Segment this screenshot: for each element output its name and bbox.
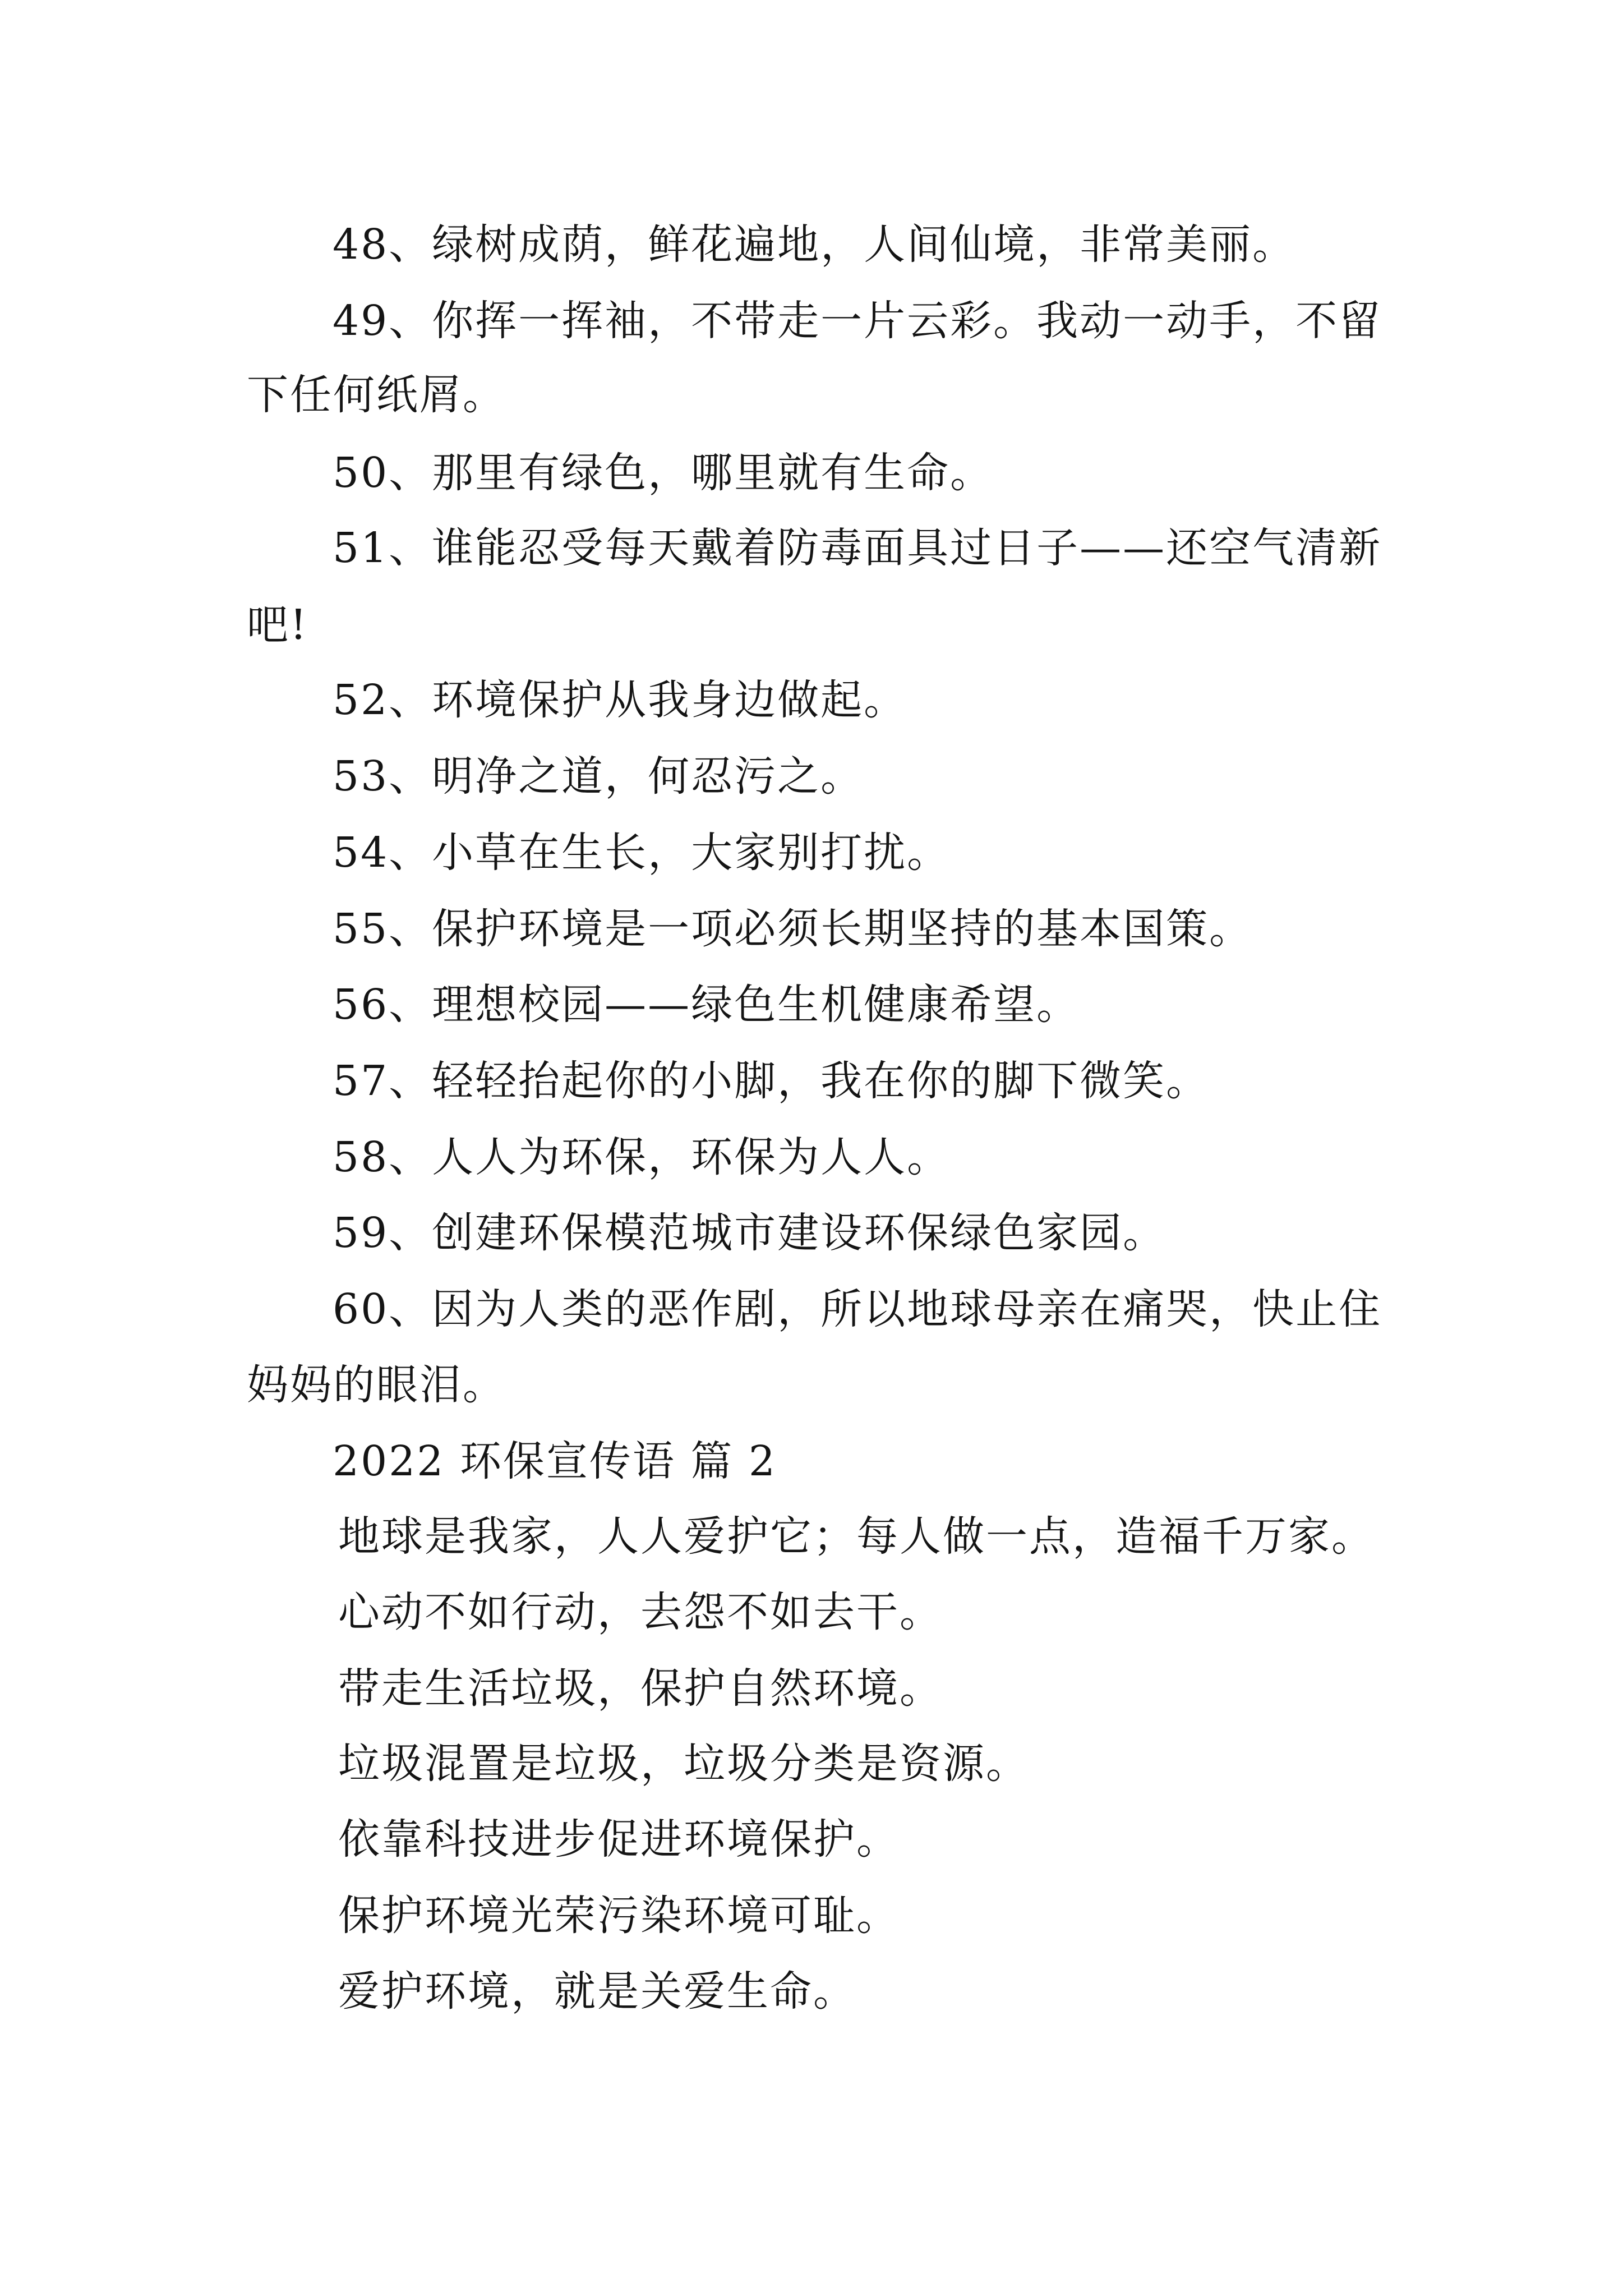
slogan-line: 垃圾混置是垃圾，垃圾分类是资源。: [338, 1740, 1029, 1788]
slogan-59: 59、创建环保模范城市建设环保绿色家园。: [333, 1209, 1166, 1257]
slogan-57: 57、轻轻抬起你的小脚，我在你的脚下微笑。: [333, 1057, 1210, 1105]
slogan-53: 53、明净之道，何忍污之。: [333, 752, 864, 800]
slogan-49-continued: 下任何纸屑。: [247, 371, 506, 419]
slogan-60: 60、因为人类的恶作剧，所以地球母亲在痛哭，快止住: [333, 1285, 1382, 1333]
slogan-58: 58、人人为环保，环保为人人。: [333, 1133, 951, 1181]
slogan-48: 48、绿树成荫，鲜花遍地，人间仙境，非常美丽。: [333, 220, 1296, 269]
slogan-49: 49、你挥一挥袖，不带走一片云彩。我动一动手，不留: [333, 297, 1382, 345]
slogan-56: 56、理想校园——绿色生机健康希望。: [333, 981, 1080, 1029]
slogan-line: 爱护环境，就是关爱生命。: [338, 1967, 856, 2016]
slogan-55: 55、保护环境是一项必须长期坚持的基本国策。: [333, 905, 1253, 953]
slogan-54: 54、小草在生长，大家别打扰。: [333, 829, 951, 877]
slogan-line: 依靠科技进步促进环境保护。: [338, 1815, 900, 1864]
slogan-line: 保护环境光荣污染环境可耻。: [338, 1892, 900, 1940]
section-heading: 2022 环保宣传语 篇 2: [333, 1437, 777, 1485]
slogan-51-continued: 吧!: [247, 601, 308, 649]
slogan-50: 50、那里有绿色，哪里就有生命。: [333, 449, 994, 497]
slogan-line: 心动不如行动，去怨不如去干。: [338, 1588, 943, 1636]
slogan-line: 带走生活垃圾，保护自然环境。: [338, 1664, 943, 1713]
slogan-60-continued: 妈妈的眼泪。: [247, 1361, 506, 1409]
slogan-51: 51、谁能忍受每天戴着防毒面具过日子——还空气清新: [333, 524, 1382, 572]
slogan-line: 地球是我家，人人爱护它；每人做一点，造福千万家。: [338, 1512, 1375, 1561]
slogan-52: 52、环境保护从我身边做起。: [333, 676, 907, 724]
